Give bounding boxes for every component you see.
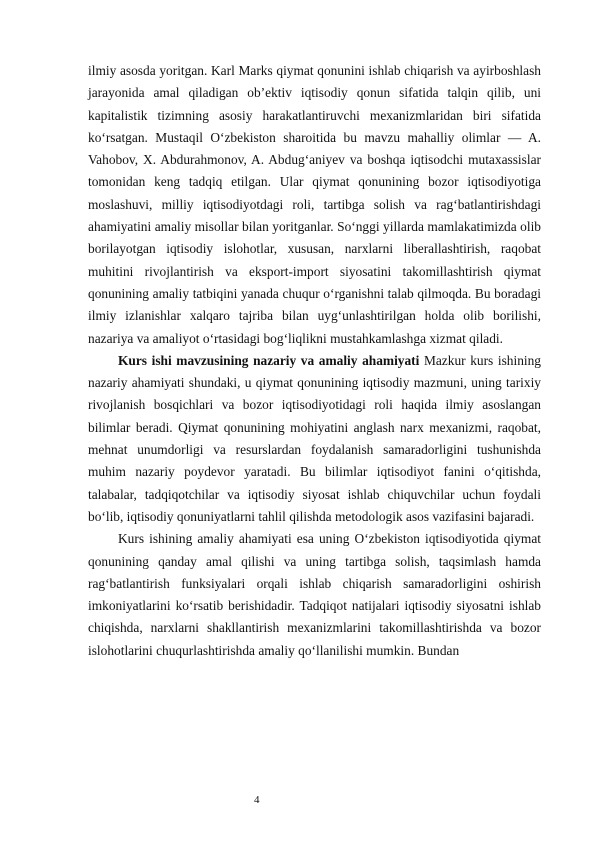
- paragraph-practical: Kurs ishining amaliy ahamiyati esa uning O‘zbekiston iqtisodiyotida qiymat qonunining qanday amal qilishi va uning tartibga solish, taqsimlash hamda rag‘batlantirish funksiyalari orqali ishlab chiqarish samaradorligini oshirish imkoniyatlarini ko‘rsatib berishidadir. Tadqiqot natijalari iqtisodiy siyosatni ishlab chiqishda, narxlarni shakllantirish mexanizmlarini takomillashtirishda va bozor islohotlarini chuqurlashtirishda amaliy qo‘llanilishi mumkin. Bundan: [88, 531, 541, 658]
- section-heading-inline: Kurs ishi mavzusining nazariy va amaliy ahamiyati: [118, 352, 420, 368]
- paragraph-significance: [88, 350, 541, 528]
- text-column: [88, 60, 541, 662]
- paragraph-intro-continued: ilmiy asosda yoritgan. Karl Marks qiymat qonunini ishlab chiqarish va ayirboshlash jarayonida amal qiladigan ob’ektiv iqtisodiy qonun sifatida talqin qilib, uni kapitalistik tizimning asosiy harakatlantiruvchi mexanizmlaridan biri sifatida ko‘rsatgan. Mustaqil O‘zbekiston sharoitida bu mavzu mahalliy olimlar — A. Vahobov, X. Abdurahmonov, A. Abdug‘aniyev va boshqa iqtisodchi mutaxassislar tomonidan keng tadqiq etilgan. Ular qiymat qonunining bozor iqtisodiyotiga moslashuvi, milliy iqtisodiyotdagi roli, tartibga solish va rag‘batlantirishdagi ahamiyatini amaliy misollar bilan yoritganlar. So‘nggi yillarda mamlakatimizda olib borilayotgan iqtisodiy islohotlar, xususan, narxlarni liberallashtirish, raqobat muhitini rivojlantirish va eksport-import siyosatini takomillashtirish qiymat qonunining amaliy tatbiqini yanada chuqur o‘rganishni talab qilmoqda. Bu boradagi ilmiy izlanishlar xalqaro tajriba bilan uyg‘unlashtirilgan holda olib borilishi, nazariya va amaliyot o‘rtasidagi bog‘liqlikni mustahkamlashga xizmat qiladi.: [88, 63, 541, 346]
- paragraph-significance-text: Mazkur kurs ishining nazariy ahamiyati shundaki, u qiymat qonunining iqtisodiy mazmuni, uning tarixiy rivojlanish bosqichlari va bozor iqtisodiyotidagi roli haqida ilmiy asoslangan bilimlar beradi. Qiymat qonunining mohiyatini anglash narx mexanizmi, raqobat, mehnat unumdorligi va resurslardan foydalanish samaradorligini tushunishda muhim nazariy poydevor yaratadi. Bu bilimlar iqtisodiyot fanini o‘qitishda, talabalar, tadqiqotchilar va iqtisodiy siyosat ishlab chiquvchilar uchun foydali bo‘lib, iqtisodiy qonuniyatlarni tahlil qilishda metodologik asos vazifasini bajaradi.: [88, 352, 541, 524]
- page-number: 4: [254, 794, 260, 806]
